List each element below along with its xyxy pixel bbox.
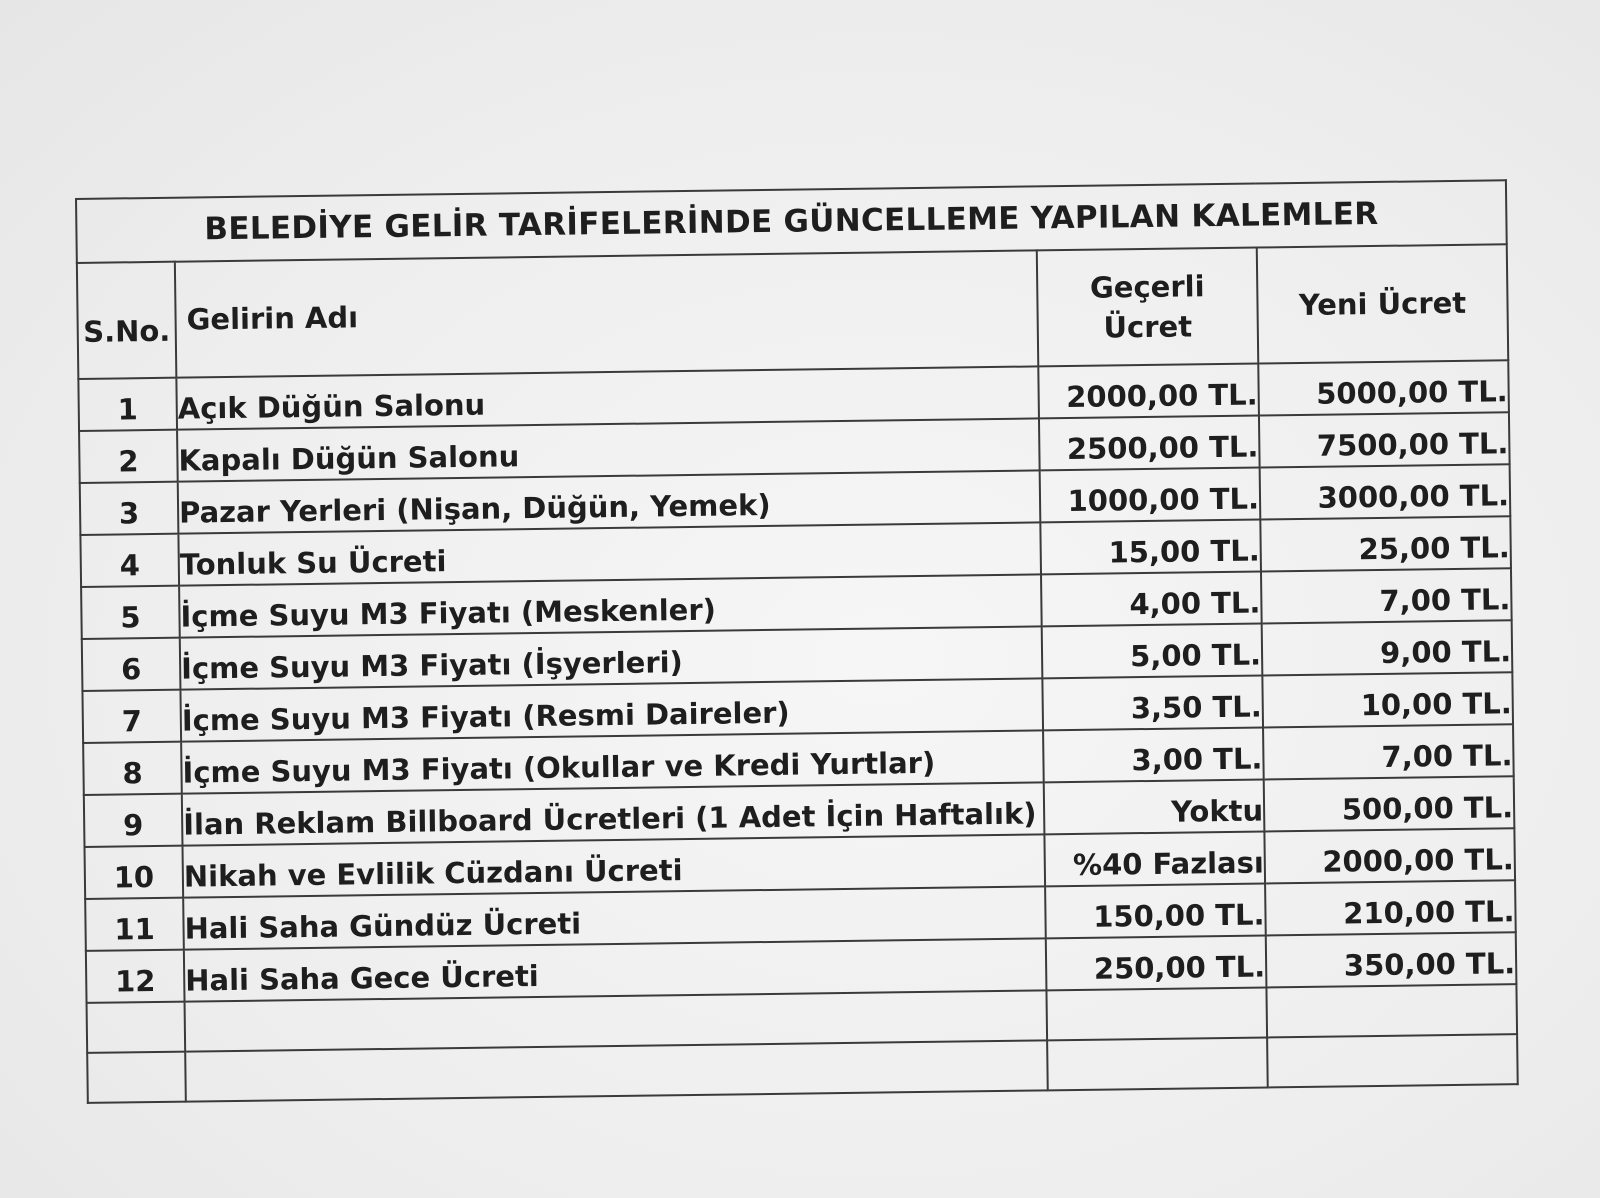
table-body xyxy=(78,360,1517,1103)
empty-cell xyxy=(87,1052,186,1103)
cell-new-fee: 210,00 TL. xyxy=(1265,880,1516,935)
cell-name: Pazar Yerleri (Nişan, Düğün, Yemek) xyxy=(178,470,1041,533)
cell-name: Açık Düğün Salonu xyxy=(176,366,1039,429)
cell-sno: 7 xyxy=(82,690,181,743)
cell-current-fee: 1000,00 TL. xyxy=(1040,468,1261,523)
empty-cell xyxy=(1267,1034,1518,1087)
cell-current-fee: 4,00 TL. xyxy=(1041,572,1262,627)
cell-new-fee: 7500,00 TL. xyxy=(1259,412,1510,467)
cell-sno: 10 xyxy=(84,846,183,899)
empty-cell xyxy=(1266,984,1517,1037)
cell-current-fee: 150,00 TL. xyxy=(1045,883,1266,938)
tariff-table xyxy=(75,179,1519,1104)
cell-name: Kapalı Düğün Salonu xyxy=(177,418,1040,481)
document-title: BELEDİYE GELİR TARİFELERİNDE GÜNCELLEME YAPILAN KALEMLER xyxy=(76,180,1507,263)
cell-current-fee: 3,00 TL. xyxy=(1043,727,1264,782)
empty-cell xyxy=(87,1002,186,1053)
cell-new-fee: 500,00 TL. xyxy=(1264,776,1515,831)
cell-current-fee: 3,50 TL. xyxy=(1042,675,1263,730)
cell-current-fee: 2500,00 TL. xyxy=(1039,416,1260,471)
column-header-current-line2: Ücret xyxy=(1103,309,1193,345)
cell-new-fee: 7,00 TL. xyxy=(1263,724,1514,779)
cell-name: Tonluk Su Ücreti xyxy=(178,522,1041,585)
tariff-document xyxy=(75,179,1517,1104)
empty-cell xyxy=(185,1040,1048,1101)
cell-new-fee: 25,00 TL. xyxy=(1260,516,1511,571)
cell-sno: 1 xyxy=(78,378,177,431)
cell-sno: 5 xyxy=(81,586,180,639)
cell-new-fee: 7,00 TL. xyxy=(1261,568,1512,623)
table-header-row xyxy=(77,244,1508,379)
cell-current-fee: 5,00 TL. xyxy=(1042,624,1263,679)
column-header-current-line1: Geçerli xyxy=(1089,269,1205,305)
cell-sno: 4 xyxy=(80,534,179,587)
cell-new-fee: 350,00 TL. xyxy=(1266,932,1517,987)
cell-sno: 3 xyxy=(80,482,179,535)
cell-name: İçme Suyu M3 Fiyatı (İşyerleri) xyxy=(180,626,1043,689)
empty-cell xyxy=(1047,1037,1268,1090)
cell-sno: 11 xyxy=(85,898,184,951)
cell-new-fee: 5000,00 TL. xyxy=(1258,360,1509,415)
cell-name: İçme Suyu M3 Fiyatı (Okullar ve Kredi Yurtlar) xyxy=(181,730,1044,793)
cell-current-fee: 15,00 TL. xyxy=(1040,520,1261,575)
column-header-current-fee xyxy=(1037,248,1258,367)
cell-sno: 6 xyxy=(82,638,181,691)
column-header-sno: S.No. xyxy=(77,262,177,379)
cell-current-fee: %40 Fazlası xyxy=(1044,831,1265,886)
cell-sno: 8 xyxy=(83,742,182,795)
empty-cell xyxy=(1046,987,1267,1040)
column-header-new-fee: Yeni Ücret xyxy=(1257,244,1509,363)
cell-new-fee: 3000,00 TL. xyxy=(1260,464,1511,519)
cell-new-fee: 2000,00 TL. xyxy=(1264,828,1515,883)
cell-name: Hali Saha Gece Ücreti xyxy=(184,938,1047,1001)
column-header-name: Gelirin Adı xyxy=(175,250,1038,377)
cell-current-fee: 250,00 TL. xyxy=(1046,935,1267,990)
cell-new-fee: 9,00 TL. xyxy=(1262,620,1513,675)
cell-name: İçme Suyu M3 Fiyatı (Resmi Daireler) xyxy=(180,678,1043,741)
cell-new-fee: 10,00 TL. xyxy=(1262,672,1513,727)
cell-sno: 2 xyxy=(79,430,178,483)
cell-current-fee: 2000,00 TL. xyxy=(1038,364,1259,419)
cell-name: İlan Reklam Billboard Ücretleri (1 Adet İçin Haftalık) xyxy=(182,782,1045,845)
cell-current-fee: Yoktu xyxy=(1044,779,1265,834)
cell-name: Hali Saha Gündüz Ücreti xyxy=(183,886,1046,949)
cell-name: İçme Suyu M3 Fiyatı (Meskenler) xyxy=(179,574,1042,637)
cell-name: Nikah ve Evlilik Cüzdanı Ücreti xyxy=(182,834,1045,897)
cell-sno: 9 xyxy=(84,794,183,847)
cell-sno: 12 xyxy=(86,950,185,1003)
